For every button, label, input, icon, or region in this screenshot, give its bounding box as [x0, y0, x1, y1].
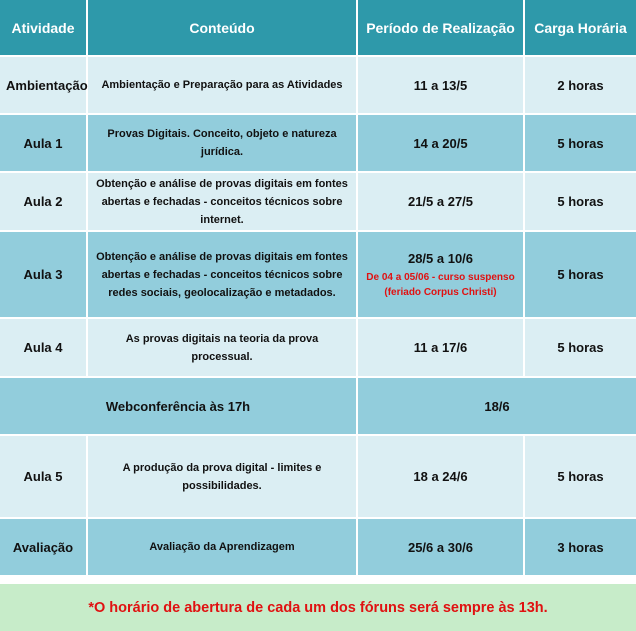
table-row — [0, 173, 636, 232]
cell-carga: 3 horas — [525, 519, 636, 577]
cell-conteudo: Obtenção e análise de provas digitais em fontes abertas e fechadas - conceitos técnicos sobre internet. — [88, 173, 358, 232]
cell-atividade: Aula 4 — [0, 319, 88, 378]
cell-periodo: 25/6 a 30/6 — [358, 519, 525, 577]
cell-atividade: Aula 5 — [0, 436, 88, 519]
header-carga: Carga Horária — [525, 0, 636, 57]
suspension-note: De 04 a 05/06 - curso suspenso (feriado Corpus Christi) — [366, 271, 515, 298]
table-row — [0, 232, 636, 319]
cell-carga: 2 horas — [525, 57, 636, 115]
header-conteudo: Conteúdo — [88, 0, 358, 57]
cell-periodo: 11 a 13/5 — [358, 57, 525, 115]
cell-periodo — [358, 232, 525, 319]
cell-carga: 5 horas — [525, 319, 636, 378]
webconference-date: 18/6 — [358, 378, 636, 436]
cell-atividade: Aula 2 — [0, 173, 88, 232]
cell-carga: 5 horas — [525, 115, 636, 173]
table-row — [0, 436, 636, 519]
cell-carga: 5 horas — [525, 436, 636, 519]
cell-conteudo: A produção da prova digital - limites e possibilidades. — [88, 436, 358, 519]
footer-note: *O horário de abertura de cada um dos fóruns será sempre às 13h. — [0, 582, 636, 631]
cell-atividade: Aula 3 — [0, 232, 88, 319]
cell-atividade: Ambientação — [0, 57, 88, 115]
header-periodo: Período de Realização — [358, 0, 525, 57]
header-atividade: Atividade — [0, 0, 88, 57]
header-row — [0, 0, 636, 57]
periodo-main: 28/5 a 10/6 — [407, 250, 474, 266]
table-row — [0, 319, 636, 378]
cell-conteudo: As provas digitais na teoria da prova processual. — [88, 319, 358, 378]
table-row — [0, 57, 636, 115]
cell-atividade: Avaliação — [0, 519, 88, 577]
table-row — [0, 519, 636, 577]
cell-conteudo: Obtenção e análise de provas digitais em fontes abertas e fechadas - conceitos técnicos sobre redes sociais, geolocalização e metadados. — [88, 232, 358, 319]
cell-conteudo: Avaliação da Aprendizagem — [88, 519, 358, 577]
cell-carga: 5 horas — [525, 232, 636, 319]
cell-carga: 5 horas — [525, 173, 636, 232]
cell-atividade: Aula 1 — [0, 115, 88, 173]
cell-periodo: 18 a 24/6 — [358, 436, 525, 519]
table-row — [0, 115, 636, 173]
cell-periodo: 21/5 a 27/5 — [358, 173, 525, 232]
cell-periodo: 11 a 17/6 — [358, 319, 525, 378]
cell-conteudo: Ambientação e Preparação para as Atividades — [88, 57, 358, 115]
cell-conteudo: Provas Digitais. Conceito, objeto e natureza jurídica. — [88, 115, 358, 173]
webconference-row — [0, 378, 636, 436]
cell-periodo: 14 a 20/5 — [358, 115, 525, 173]
webconference-label: Webconferência às 17h — [0, 378, 358, 436]
